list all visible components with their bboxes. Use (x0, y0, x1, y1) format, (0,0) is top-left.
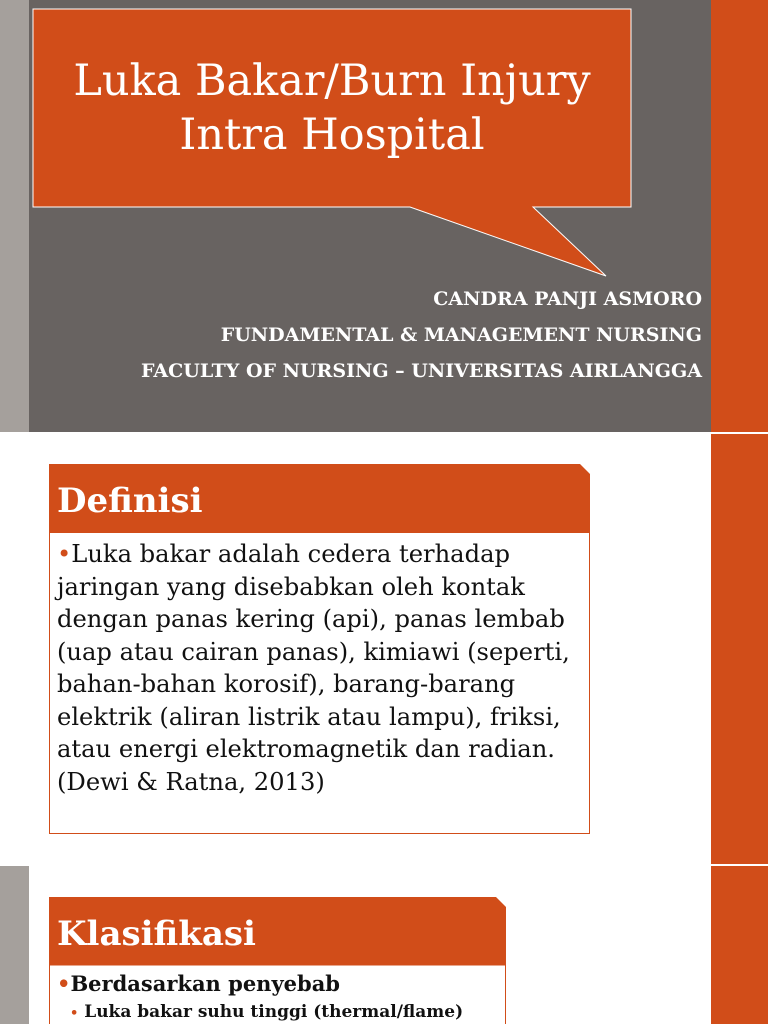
definition-heading: Definisi (57, 481, 203, 521)
slide-title (33, 54, 631, 162)
definition-paragraph (57, 538, 587, 798)
bullet-level-1-text: Berdasarkan penyebab (70, 971, 340, 996)
department-name: FUNDAMENTAL & MANAGEMENT NURSING (220, 324, 702, 346)
bullet-level-2-text: Luka bakar suhu tinggi (thermal/flame) (84, 1002, 464, 1022)
definition-text: Luka bakar adalah cedera terhadap jaringan yang disebabkan oleh kontak dengan panas kering (api), panas lembab (uap atau cairan panas), kimiawi (seperti, bahan-bahan korosif), barang-barang elektrik (aliran listrik atau lampu), friksi, atau energi elektromagnetik dan radian. (Dewi & Ratna, 2013) (57, 540, 570, 796)
bullet-icon: • (70, 1006, 79, 1021)
title-line-2: Intra Hospital (179, 110, 485, 160)
bullet-level-2 (70, 1002, 463, 1022)
bullet-level-1 (57, 971, 340, 996)
title-slide (0, 0, 768, 432)
subtitle-block (141, 284, 702, 392)
author-name: CANDRA PANJI ASMORO (433, 288, 702, 310)
title-line-1: Luka Bakar/Burn Injury (73, 56, 591, 106)
classification-heading: Klasifikasi (57, 914, 256, 954)
classification-slide (0, 866, 768, 1024)
bullet-icon: • (57, 540, 72, 568)
bullet-icon: • (57, 971, 71, 996)
faculty-name: FACULTY OF NURSING – UNIVERSITAS AIRLANGGA (141, 360, 702, 382)
